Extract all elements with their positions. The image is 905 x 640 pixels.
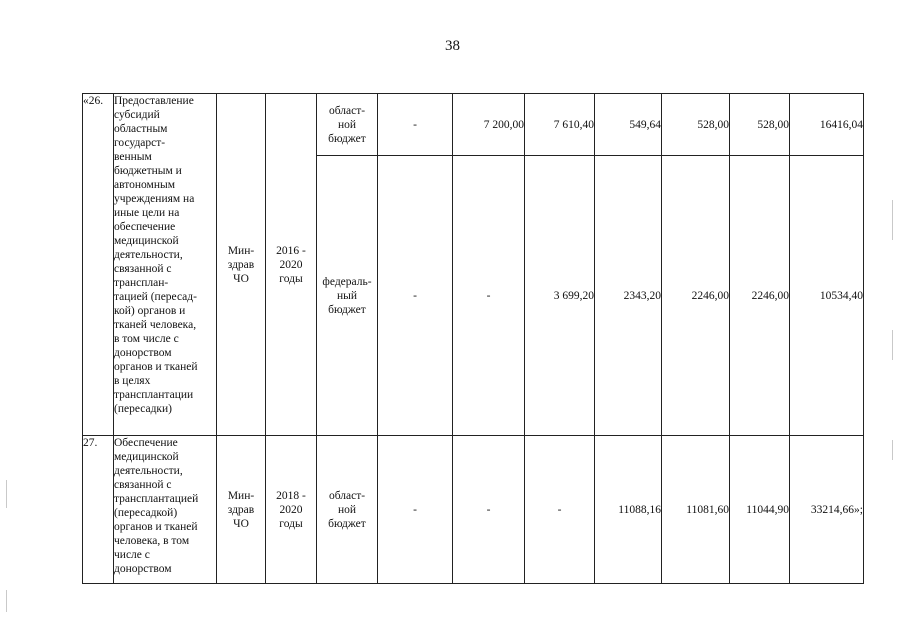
row-number: «26. xyxy=(83,94,114,436)
value-cell: 528,00 xyxy=(730,94,790,156)
period: 2018 - 2020 годы xyxy=(266,436,317,584)
table-row xyxy=(83,94,864,156)
value-cell: - xyxy=(453,156,525,436)
scan-artifact xyxy=(6,590,7,612)
period: 2016 - 2020 годы xyxy=(266,94,317,436)
executor: Мин- здрав ЧО xyxy=(217,436,266,584)
total-cell: 33214,66»; xyxy=(790,436,864,584)
value-cell: - xyxy=(525,436,595,584)
scan-artifact xyxy=(892,200,893,240)
row-number: 27. xyxy=(83,436,114,584)
table-row xyxy=(83,436,864,584)
program-activities-table xyxy=(82,93,864,584)
value-cell: 11088,16 xyxy=(595,436,662,584)
value-cell: - xyxy=(378,94,453,156)
activity-description: Обеспечение медицинской деятельности, связанной с трансплантацией (пересадкой) органов и тканей человека, в том числе с донорством xyxy=(114,436,217,584)
value-cell: 2343,20 xyxy=(595,156,662,436)
value-cell: 7 610,40 xyxy=(525,94,595,156)
funding-source: област- ной бюджет xyxy=(317,94,378,156)
value-cell: 3 699,20 xyxy=(525,156,595,436)
scan-artifact xyxy=(892,440,893,460)
value-cell: 11081,60 xyxy=(662,436,730,584)
scan-artifact xyxy=(6,480,7,508)
value-cell: 2246,00 xyxy=(730,156,790,436)
total-cell: 16416,04 xyxy=(790,94,864,156)
total-cell: 10534,40 xyxy=(790,156,864,436)
page-number: 38 xyxy=(445,38,460,54)
value-cell: - xyxy=(378,436,453,584)
funding-source: федераль- ный бюджет xyxy=(317,156,378,436)
activity-description: Предоставление субсидий областным государст- венным бюджетным и автономным учреждениям на иные цели на обеспечение медицинской деятельности, связанной с трансплан- тацией (пересад- кой) органов и тканей человека, в том числе с донорством органов и тканей в целях трансплантации (пересадки) xyxy=(114,94,217,436)
value-cell: 11044,90 xyxy=(730,436,790,584)
value-cell: 528,00 xyxy=(662,94,730,156)
value-cell: 2246,00 xyxy=(662,156,730,436)
executor: Мин- здрав ЧО xyxy=(217,94,266,436)
value-cell: 7 200,00 xyxy=(453,94,525,156)
value-cell: - xyxy=(453,436,525,584)
funding-source: област- ной бюджет xyxy=(317,436,378,584)
value-cell: - xyxy=(378,156,453,436)
scan-artifact xyxy=(892,330,893,360)
value-cell: 549,64 xyxy=(595,94,662,156)
